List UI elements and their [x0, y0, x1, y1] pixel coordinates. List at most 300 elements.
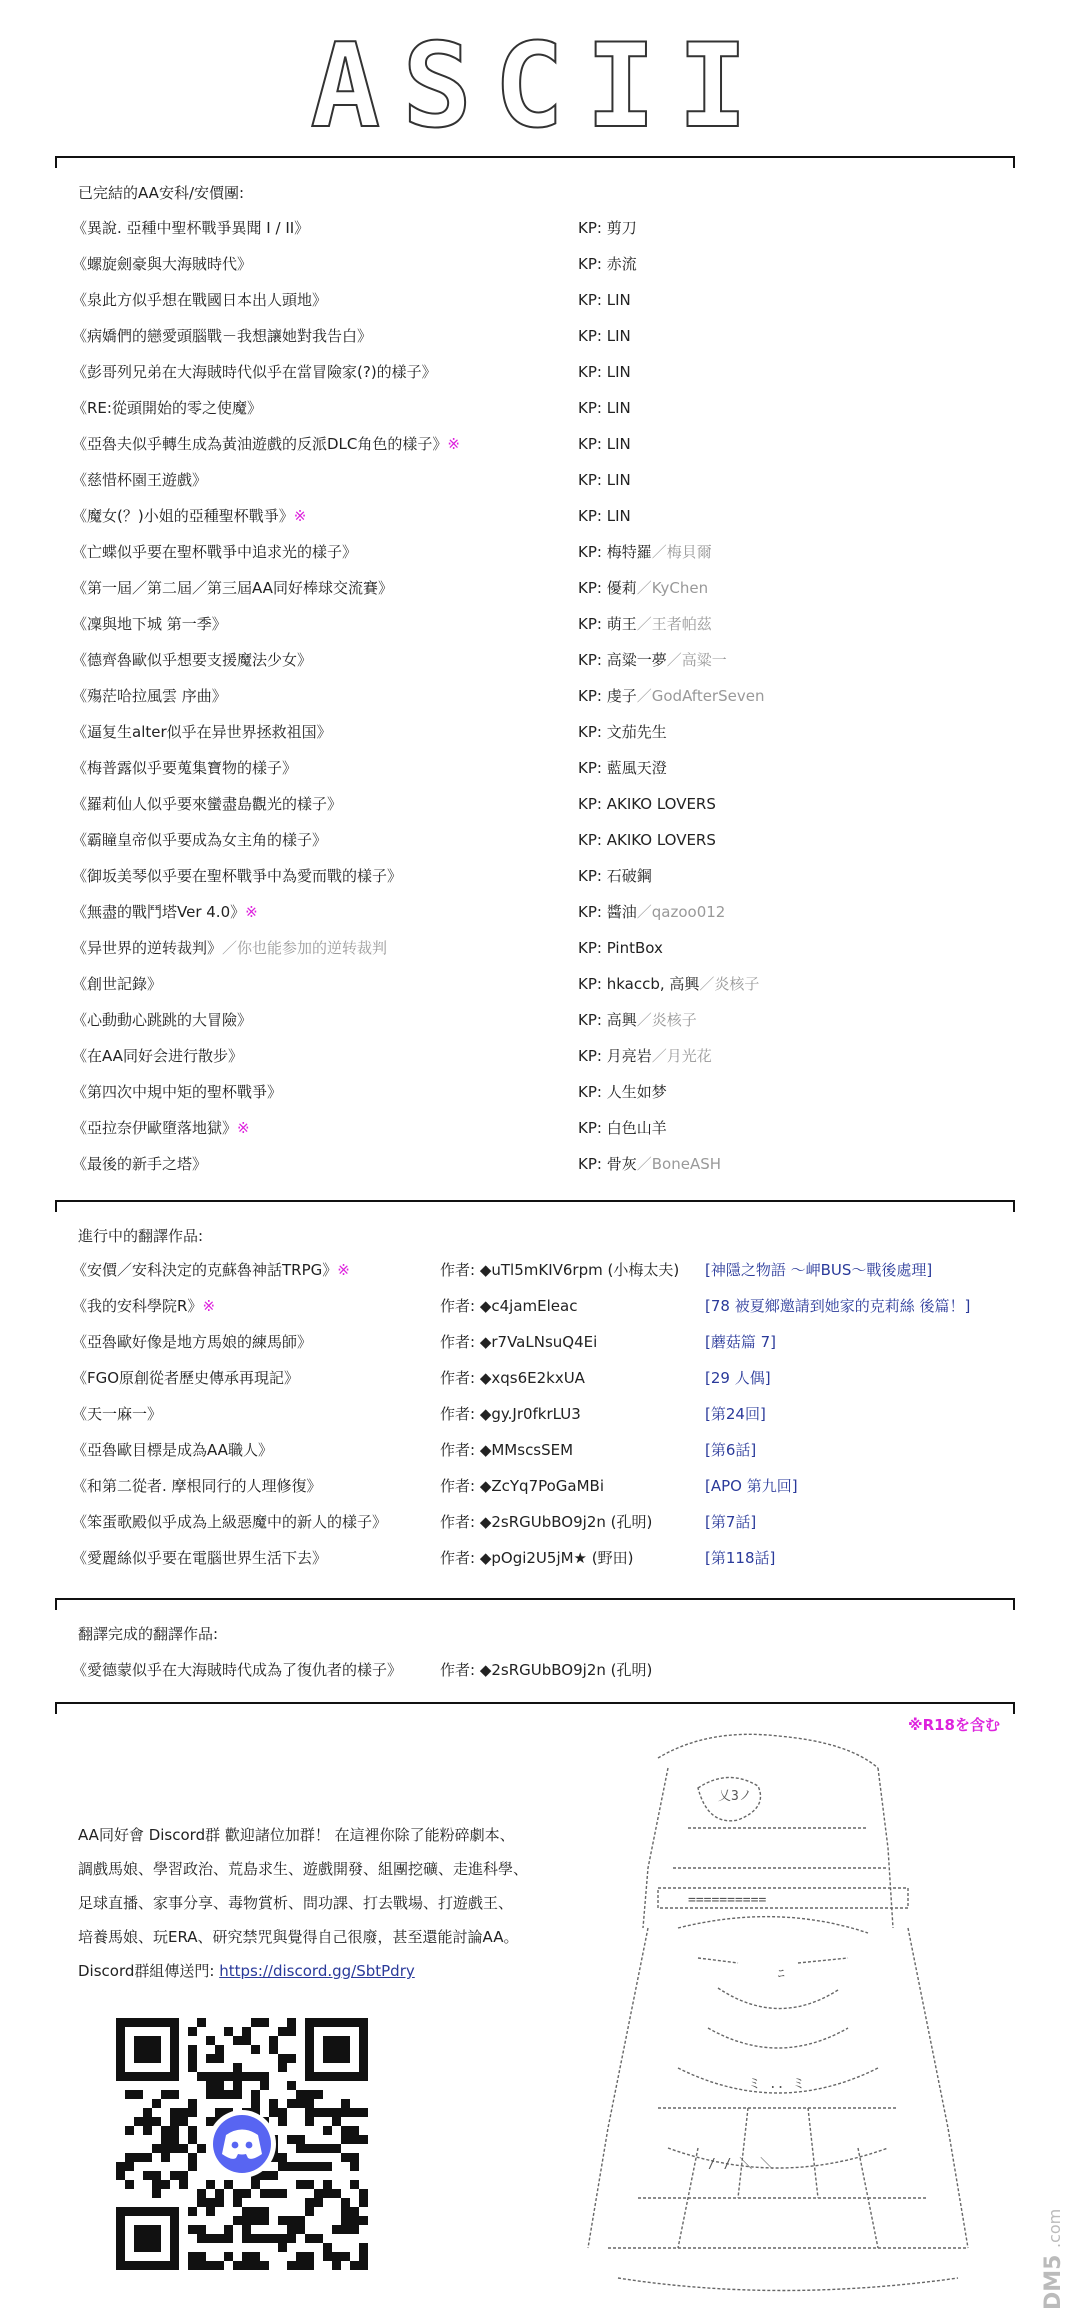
qr-module: [206, 2180, 215, 2189]
ongoing-item: [0, 1368, 1080, 1404]
qr-module: [350, 2135, 359, 2144]
qr-module: [197, 2198, 206, 2207]
author-name: ◆r7VaLNsuQ4Ei: [479, 1333, 598, 1351]
kp-prefix: KP:: [578, 579, 607, 597]
qr-module: [314, 2189, 323, 2198]
kp-name: LIN: [606, 435, 631, 453]
kp-prefix: KP:: [578, 1119, 607, 1137]
kp-name: 梅特羅: [606, 543, 652, 561]
kp-credit: [578, 650, 727, 670]
qr-module: [188, 2063, 197, 2072]
work-title: [72, 938, 387, 958]
qr-module: [278, 2063, 287, 2072]
work-subtitle: 你也能参加的逆转裁判: [237, 939, 388, 957]
author-name: ◆uTl5mKIV6rpm (小梅太夫): [479, 1261, 680, 1279]
author-credit: [440, 1332, 597, 1352]
latest-chapter-link[interactable]: [神隱之物語 ～岬BUS～戰後處理]: [705, 1261, 933, 1279]
qr-module: [278, 2027, 287, 2036]
qr-module: [350, 2153, 359, 2162]
work-title: [72, 1440, 273, 1460]
qr-module: [278, 2234, 287, 2243]
completed-item: [0, 758, 1080, 794]
kp-credit: [578, 614, 712, 634]
kp-alt-name: 王者帕茲: [651, 615, 712, 633]
kp-credit: [578, 434, 631, 454]
qr-module: [179, 2180, 188, 2189]
qr-module: [278, 2162, 287, 2171]
author-credit: [440, 1368, 585, 1388]
completed-heading: 已完結的AA安科/安價團:: [78, 184, 245, 202]
work-title: [72, 1154, 207, 1174]
qr-module: [323, 2108, 332, 2117]
qr-module: [206, 2081, 215, 2090]
qr-module: [197, 2018, 206, 2027]
qr-module: [287, 2135, 296, 2144]
qr-module: [287, 2162, 296, 2171]
qr-module: [215, 2072, 224, 2081]
watermark-logo: DM5: [1041, 2254, 1066, 2310]
qr-module: [269, 2036, 278, 2045]
qr-module: [143, 2171, 152, 2180]
work-title: [72, 1260, 350, 1280]
separator: ／: [636, 1155, 652, 1173]
work-title: [72, 506, 306, 526]
completed-item: [0, 974, 1080, 1010]
author-prefix: 作者:: [440, 1297, 480, 1315]
qr-module: [161, 2153, 170, 2162]
qr-module: [134, 2153, 143, 2162]
ongoing-item: [0, 1512, 1080, 1548]
r18-mark: ※: [447, 435, 460, 453]
separator: ／: [222, 939, 238, 957]
author-prefix: 作者:: [440, 1661, 480, 1679]
divider: [55, 1598, 1015, 1600]
qr-module: [341, 2216, 350, 2225]
ongoing-item: [0, 1476, 1080, 1512]
discord-line: 培養馬娘、玩ERA、研究禁咒與覺得自己很廢，甚至還能討論AA。: [78, 1928, 519, 1946]
work-title: [72, 974, 162, 994]
completed-item: [0, 1082, 1080, 1118]
qr-module: [287, 2216, 296, 2225]
separator: ／: [636, 615, 652, 633]
qr-module: [332, 2225, 341, 2234]
author-credit: [440, 1476, 604, 1496]
qr-module: [332, 2117, 341, 2126]
work-title-text: 《安價／安科決定的克蘇魯神話TRPG》: [72, 1261, 338, 1279]
completed-item: [0, 218, 1080, 254]
qr-module: [341, 2198, 350, 2207]
qr-module: [359, 2135, 368, 2144]
separator: ／: [636, 687, 652, 705]
qr-module: [314, 2108, 323, 2117]
kp-prefix: KP:: [578, 255, 607, 273]
qr-module: [305, 2117, 314, 2126]
kp-alt-name: 炎核子: [651, 1011, 697, 1029]
qr-module: [260, 2261, 269, 2270]
qr-module: [287, 2027, 296, 2036]
discord-link[interactable]: https://discord.gg/SbtPdry: [219, 1962, 415, 1980]
author-prefix: 作者:: [440, 1333, 480, 1351]
qr-module: [161, 2126, 170, 2135]
work-title-text: 《殤茫哈拉風雲 序曲》: [72, 687, 227, 705]
qr-module: [296, 2144, 305, 2153]
completed-item: [0, 578, 1080, 614]
qr-module: [296, 2216, 305, 2225]
qr-module: [278, 2054, 287, 2063]
qr-module: [188, 2225, 197, 2234]
qr-module: [188, 2054, 197, 2063]
qr-module: [188, 2045, 197, 2054]
qr-module: [170, 2108, 179, 2117]
kp-credit: [578, 866, 652, 886]
kp-name: LIN: [606, 471, 631, 489]
qr-module: [323, 2252, 332, 2261]
work-title: [72, 1368, 299, 1388]
r18-note: ※R18を含む: [907, 1716, 1000, 1734]
kp-name: 萌王: [606, 615, 637, 633]
svg-text:/ / ＼ ＼: / / ＼ ＼: [708, 2157, 774, 2172]
work-title-text: 《笨蛋歌殿似乎成為上級惡魔中的新人的樣子》: [72, 1513, 388, 1531]
kp-name: LIN: [606, 399, 631, 417]
qr-module: [323, 2144, 332, 2153]
qr-module: [179, 2171, 188, 2180]
kp-credit: [578, 794, 716, 814]
qr-module: [332, 2189, 341, 2198]
kp-credit: [578, 218, 637, 238]
qr-module: [161, 2180, 170, 2189]
qr-module: [215, 2054, 224, 2063]
latest-chapter-link[interactable]: [29 人偶]: [705, 1369, 771, 1387]
latest-chapter-link[interactable]: [APO 第九回]: [705, 1477, 798, 1495]
author-prefix: 作者:: [440, 1405, 480, 1423]
kp-credit: [578, 902, 725, 922]
kp-prefix: KP:: [578, 399, 607, 417]
completed-item: [0, 938, 1080, 974]
author-name: ◆c4jamEleac: [479, 1297, 578, 1315]
kp-credit: [578, 362, 631, 382]
qr-module: [125, 2180, 134, 2189]
completed-item: [0, 686, 1080, 722]
qr-module: [161, 2135, 170, 2144]
work-title: [72, 1476, 322, 1496]
qr-module: [206, 2054, 215, 2063]
work-title: [72, 722, 332, 742]
qr-module: [206, 2090, 215, 2099]
qr-module: [359, 2108, 368, 2117]
completed-item: [0, 830, 1080, 866]
qr-module: [341, 2135, 350, 2144]
work-title-text: 《泉此方似乎想在戰國日本出人頭地》: [72, 291, 328, 309]
qr-module: [251, 2018, 260, 2027]
dm5-watermark-icon: [1038, 2170, 1068, 2315]
completed-item: [0, 1010, 1080, 1046]
qr-module: [233, 2090, 242, 2099]
qr-module: [305, 2180, 314, 2189]
kp-prefix: KP:: [578, 975, 607, 993]
separator: ／: [651, 1047, 667, 1065]
qr-module: [188, 2135, 197, 2144]
r18-mark: ※: [245, 903, 258, 921]
kp-credit: [578, 470, 631, 490]
qr-module: [242, 2072, 251, 2081]
qr-module: [242, 2252, 251, 2261]
completed-item: [0, 1118, 1080, 1154]
kp-name: 月亮岩: [606, 1047, 652, 1065]
qr-module: [350, 2180, 359, 2189]
work-title: [72, 1512, 387, 1532]
kp-prefix: KP:: [578, 543, 607, 561]
kp-name: 白色山羊: [606, 1119, 667, 1137]
qr-module: [278, 2189, 287, 2198]
completed-item: [0, 542, 1080, 578]
qr-module: [296, 2135, 305, 2144]
qr-module: [116, 2171, 125, 2180]
author-prefix: 作者:: [440, 1513, 480, 1531]
divider: [55, 1702, 1015, 1704]
qr-module: [350, 2108, 359, 2117]
kp-credit: [578, 1082, 667, 1102]
kp-prefix: KP:: [578, 363, 607, 381]
kp-name: AKIKO LOVERS: [606, 831, 716, 849]
completed-item: [0, 362, 1080, 398]
r18-mark: ※: [337, 1261, 350, 1279]
completed-item: [0, 506, 1080, 542]
qr-module: [287, 2099, 296, 2108]
qr-module: [269, 2171, 278, 2180]
qr-module: [341, 2108, 350, 2117]
qr-module: [224, 2072, 233, 2081]
kp-credit: [578, 938, 663, 958]
qr-module: [278, 2108, 287, 2117]
qr-module: [161, 2144, 170, 2153]
work-title: [72, 1010, 252, 1030]
work-title-text: 《病嬌們的戀愛頭腦戰－我想讓她對我告白》: [72, 327, 373, 345]
work-title: [72, 542, 357, 562]
qr-module: [260, 2018, 269, 2027]
work-title-text: 《亞拉奈伊歐墮落地獄》: [72, 1119, 238, 1137]
qr-module: [188, 2027, 197, 2036]
qr-module: [260, 2216, 269, 2225]
qr-module: [170, 2090, 179, 2099]
completed-item: [0, 326, 1080, 362]
qr-module: [260, 2081, 269, 2090]
qr-module: [188, 2153, 197, 2162]
author-prefix: 作者:: [440, 1369, 480, 1387]
qr-module: [305, 2090, 314, 2099]
completed-item: [0, 470, 1080, 506]
qr-module: [152, 2144, 161, 2153]
work-title-text: 《心動動心跳跳的大冒險》: [72, 1011, 253, 1029]
qr-module: [251, 2252, 260, 2261]
qr-module: [305, 2252, 314, 2261]
qr-module: [224, 2252, 233, 2261]
qr-module: [278, 2117, 287, 2126]
latest-chapter-link[interactable]: [第118話]: [705, 1549, 776, 1567]
qr-module: [233, 2072, 242, 2081]
qr-module: [152, 2189, 161, 2198]
qr-module: [305, 2207, 314, 2216]
qr-module: [206, 2117, 215, 2126]
qr-module: [269, 2108, 278, 2117]
qr-module: [179, 2108, 188, 2117]
author-name: ◆gy.Jr0fkrLU3: [479, 1405, 581, 1423]
separator: ／: [636, 1011, 652, 1029]
qr-module: [215, 2234, 224, 2243]
qr-module: [260, 2171, 269, 2180]
work-title: [72, 218, 309, 238]
kp-prefix: KP:: [578, 903, 607, 921]
kp-name: 優莉: [606, 579, 637, 597]
qr-module: [197, 2072, 206, 2081]
latest-chapter-link[interactable]: [第24回]: [705, 1405, 766, 1423]
qr-module: [233, 2198, 242, 2207]
work-title: [72, 1296, 215, 1316]
work-title-text: 《梅普露似乎要蒐集寶物的樣子》: [72, 759, 298, 777]
qr-module: [341, 2225, 350, 2234]
qr-module: [206, 2207, 215, 2216]
kp-credit: [578, 830, 716, 850]
qr-module: [278, 2243, 287, 2252]
qr-module: [305, 2108, 314, 2117]
qr-module: [179, 2117, 188, 2126]
kp-prefix: KP:: [578, 831, 607, 849]
qr-module: [341, 2099, 350, 2108]
qr-module: [350, 2162, 359, 2171]
qr-module: [341, 2126, 350, 2135]
author-prefix: 作者:: [440, 1477, 480, 1495]
kp-prefix: KP:: [578, 759, 607, 777]
work-title: [72, 686, 227, 706]
qr-module: [179, 2144, 188, 2153]
work-title-text: 《异世界的逆转裁判》: [72, 939, 223, 957]
qr-module: [350, 2216, 359, 2225]
qr-module: [260, 2234, 269, 2243]
ascii-logo: ASCII: [310, 19, 770, 154]
author-name: ◆ZcYq7PoGaMBi: [479, 1477, 605, 1495]
qr-module: [323, 2189, 332, 2198]
completed-item: [0, 290, 1080, 326]
work-title: [72, 290, 327, 310]
qr-module: [260, 2189, 269, 2198]
r18-mark: ※: [293, 507, 307, 525]
author-credit: [440, 1512, 652, 1532]
work-title-text: 《霸瞳皇帝似乎要成為女主角的樣子》: [72, 831, 328, 849]
qr-module: [224, 2090, 233, 2099]
latest-chapter-link[interactable]: [第7話]: [705, 1513, 757, 1531]
work-title: [72, 434, 460, 454]
work-title-text: 《愛麗絲似乎要在電腦世界生活下去》: [72, 1549, 328, 1567]
qr-module: [188, 2126, 197, 2135]
qr-module: [233, 2081, 242, 2090]
kp-alt-name: KyChen: [651, 579, 709, 597]
kp-prefix: KP:: [578, 435, 607, 453]
kp-prefix: KP:: [578, 1011, 607, 1029]
work-title-text: 《亞魯夫似乎轉生成為黃油遊戲的反派DLC角色的樣子》: [72, 435, 448, 453]
qr-module: [305, 2261, 314, 2270]
qr-module: [161, 2090, 170, 2099]
qr-code-icon[interactable]: [116, 2018, 368, 2270]
kp-alt-name: 梅貝爾: [666, 543, 712, 561]
discord-line: AA同好會 Discord群 歡迎諸位加群！ 在這裡你除了能粉碎劇本、: [78, 1826, 515, 1844]
work-title-text: 《我的安科學院R》: [72, 1297, 203, 1315]
qr-module: [215, 2108, 224, 2117]
author-name: ◆2sRGUbBO9j2n (孔明): [479, 1661, 653, 1679]
kp-credit: [578, 542, 712, 562]
qr-module: [350, 2261, 359, 2270]
author-credit: [440, 1260, 679, 1280]
work-title-text: 《FGO原創從者歷史傳承再現記》: [72, 1369, 300, 1387]
latest-chapter-link[interactable]: [第6話]: [705, 1441, 757, 1459]
qr-module: [296, 2180, 305, 2189]
qr-module: [215, 2198, 224, 2207]
kp-alt-name: BoneASH: [651, 1155, 722, 1173]
kp-prefix: KP:: [578, 327, 607, 345]
qr-module: [359, 2189, 368, 2198]
qr-module: [125, 2153, 134, 2162]
work-title-text: 《亡蝶似乎要在聖杯戰爭中追求光的樣子》: [72, 543, 358, 561]
qr-module: [188, 2162, 197, 2171]
kp-alt-name: 月光花: [666, 1047, 712, 1065]
qr-module: [215, 2189, 224, 2198]
qr-module: [215, 2090, 224, 2099]
qr-module: [314, 2234, 323, 2243]
qr-module: [242, 2207, 251, 2216]
ongoing-item: [0, 1332, 1080, 1368]
work-title-text: 《羅莉仙人似乎要來蠻盡島觀光的樣子》: [72, 795, 343, 813]
author-name: ◆2sRGUbBO9j2n (孔明): [479, 1513, 653, 1531]
qr-module: [224, 2180, 233, 2189]
kp-credit: [578, 1118, 667, 1138]
kp-prefix: KP:: [578, 471, 607, 489]
qr-module: [242, 2234, 251, 2243]
latest-chapter-link[interactable]: [78 被夏鄉邀請到她家的克莉絲 後篇！]: [705, 1297, 971, 1315]
r18-mark: ※: [237, 1119, 250, 1137]
work-title: 《愛德蒙似乎在大海賊時代成為了復仇者的樣子》: [72, 1661, 403, 1679]
latest-chapter-link[interactable]: [蘑菇篇 7]: [705, 1333, 777, 1351]
completed-item: [0, 1046, 1080, 1082]
work-title-text: 《亞魯歐目標是成為AA職人》: [72, 1441, 273, 1459]
qr-module: [170, 2126, 179, 2135]
work-title: [72, 362, 437, 382]
qr-module: [134, 2090, 143, 2099]
qr-module: [206, 2072, 215, 2081]
qr-module: [314, 2144, 323, 2153]
qr-module: [323, 2126, 332, 2135]
author-credit: [440, 1404, 581, 1424]
qr-module: [197, 2225, 206, 2234]
discord-info: [78, 1818, 578, 1988]
work-title: [72, 1332, 312, 1352]
kp-credit: [578, 758, 667, 778]
kp-alt-name: 炎核子: [714, 975, 760, 993]
work-title-text: 《在AA同好会进行散步》: [72, 1047, 243, 1065]
work-title-text: 《德齊魯歐似乎想要支援魔法少女》: [72, 651, 313, 669]
kp-prefix: KP:: [578, 795, 607, 813]
separator: ／: [666, 651, 682, 669]
qr-module: [188, 2261, 197, 2270]
kp-name: LIN: [606, 363, 631, 381]
ongoing-item: [0, 1548, 1080, 1584]
kp-credit: [578, 398, 631, 418]
qr-module: [125, 2126, 134, 2135]
qr-module: [242, 2225, 251, 2234]
qr-module: [143, 2126, 152, 2135]
work-title: [72, 470, 207, 490]
kp-credit: [578, 506, 631, 526]
qr-module: [215, 2045, 224, 2054]
qr-module: [242, 2261, 251, 2270]
qr-module: [305, 2234, 314, 2243]
